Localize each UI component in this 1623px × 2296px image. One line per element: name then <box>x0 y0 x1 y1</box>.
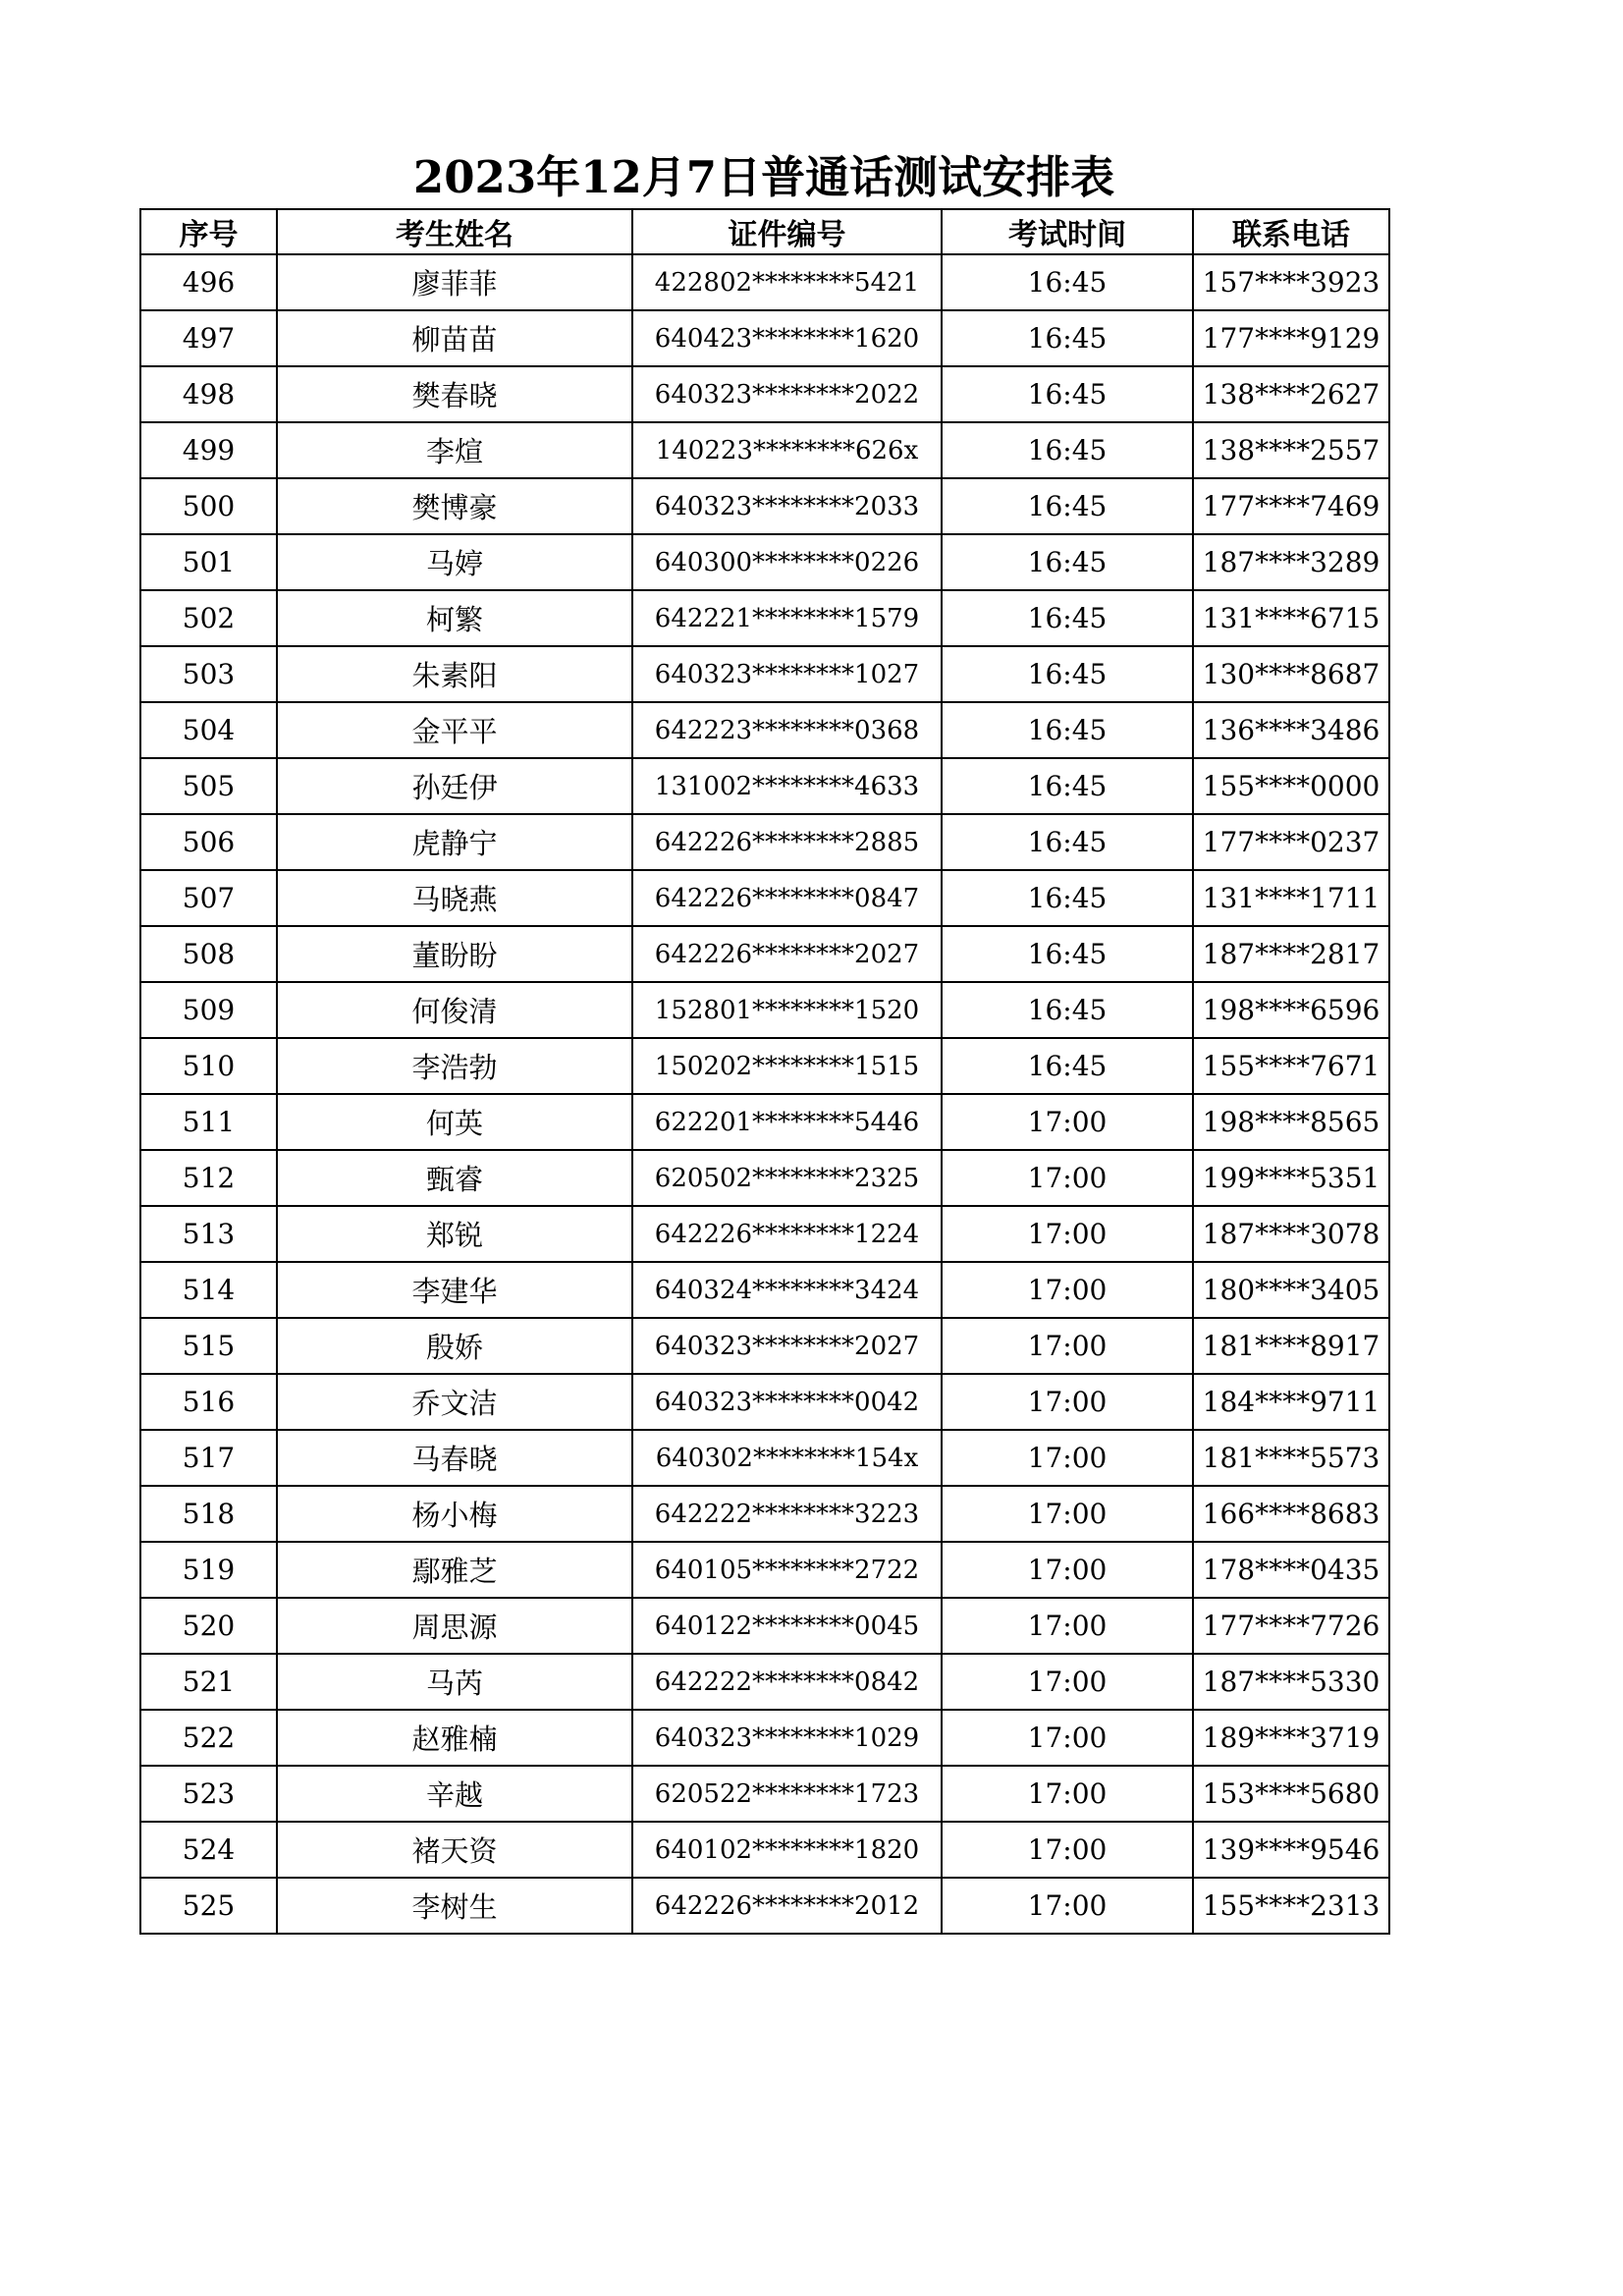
table-row <box>140 1822 1389 1878</box>
cell-name: 柳苗苗 <box>277 310 632 366</box>
cell-seq: 498 <box>140 366 277 422</box>
cell-id: 622201********5446 <box>632 1094 942 1150</box>
column-header-name: 考生姓名 <box>277 209 632 254</box>
column-header-seq: 序号 <box>140 209 277 254</box>
cell-time: 16:45 <box>942 310 1193 366</box>
cell-time: 16:45 <box>942 982 1193 1038</box>
cell-seq: 499 <box>140 422 277 478</box>
cell-name: 樊春晓 <box>277 366 632 422</box>
table-row <box>140 814 1389 870</box>
cell-name: 赵雅楠 <box>277 1710 632 1766</box>
table-row <box>140 1878 1389 1934</box>
table-row <box>140 1486 1389 1542</box>
cell-time: 16:45 <box>942 870 1193 926</box>
cell-phone: 177****7469 <box>1193 478 1389 534</box>
cell-id: 642226********1224 <box>632 1206 942 1262</box>
cell-name: 李建华 <box>277 1262 632 1318</box>
table-row <box>140 982 1389 1038</box>
cell-phone: 136****3486 <box>1193 702 1389 758</box>
cell-id: 640323********0042 <box>632 1374 942 1430</box>
table-row <box>140 870 1389 926</box>
cell-phone: 131****6715 <box>1193 590 1389 646</box>
table-row <box>140 366 1389 422</box>
cell-phone: 153****5680 <box>1193 1766 1389 1822</box>
cell-phone: 177****9129 <box>1193 310 1389 366</box>
cell-phone: 198****6596 <box>1193 982 1389 1038</box>
table-row <box>140 758 1389 814</box>
cell-time: 17:00 <box>942 1374 1193 1430</box>
cell-time: 16:45 <box>942 590 1193 646</box>
table-row <box>140 1430 1389 1486</box>
cell-time: 16:45 <box>942 254 1193 310</box>
cell-seq: 508 <box>140 926 277 982</box>
cell-time: 16:45 <box>942 366 1193 422</box>
cell-phone: 177****7726 <box>1193 1598 1389 1654</box>
cell-id: 640324********3424 <box>632 1262 942 1318</box>
cell-time: 17:00 <box>942 1486 1193 1542</box>
cell-id: 140223********626x <box>632 422 942 478</box>
cell-phone: 131****1711 <box>1193 870 1389 926</box>
cell-phone: 198****8565 <box>1193 1094 1389 1150</box>
cell-id: 642223********0368 <box>632 702 942 758</box>
cell-time: 16:45 <box>942 814 1193 870</box>
cell-id: 640323********1027 <box>632 646 942 702</box>
cell-seq: 516 <box>140 1374 277 1430</box>
cell-name: 殷娇 <box>277 1318 632 1374</box>
cell-seq: 502 <box>140 590 277 646</box>
cell-seq: 519 <box>140 1542 277 1598</box>
cell-phone: 178****0435 <box>1193 1542 1389 1598</box>
cell-id: 640302********154x <box>632 1430 942 1486</box>
cell-name: 鄢雅芝 <box>277 1542 632 1598</box>
cell-seq: 523 <box>140 1766 277 1822</box>
cell-seq: 514 <box>140 1262 277 1318</box>
table-row <box>140 1262 1389 1318</box>
table-row <box>140 1710 1389 1766</box>
cell-name: 何英 <box>277 1094 632 1150</box>
cell-time: 17:00 <box>942 1430 1193 1486</box>
cell-name: 杨小梅 <box>277 1486 632 1542</box>
cell-id: 640323********2033 <box>632 478 942 534</box>
cell-time: 16:45 <box>942 478 1193 534</box>
cell-phone: 189****3719 <box>1193 1710 1389 1766</box>
cell-time: 16:45 <box>942 1038 1193 1094</box>
table-row <box>140 590 1389 646</box>
cell-seq: 505 <box>140 758 277 814</box>
cell-phone: 155****7671 <box>1193 1038 1389 1094</box>
cell-id: 640323********1029 <box>632 1710 942 1766</box>
cell-time: 17:00 <box>942 1542 1193 1598</box>
table-row <box>140 534 1389 590</box>
cell-phone: 166****8683 <box>1193 1486 1389 1542</box>
cell-time: 17:00 <box>942 1094 1193 1150</box>
cell-seq: 506 <box>140 814 277 870</box>
cell-name: 周思源 <box>277 1598 632 1654</box>
table-row <box>140 422 1389 478</box>
table-row <box>140 1150 1389 1206</box>
table-row <box>140 310 1389 366</box>
cell-phone: 199****5351 <box>1193 1150 1389 1206</box>
cell-seq: 522 <box>140 1710 277 1766</box>
table-body <box>140 254 1389 1934</box>
cell-id: 152801********1520 <box>632 982 942 1038</box>
cell-phone: 180****3405 <box>1193 1262 1389 1318</box>
cell-id: 642222********3223 <box>632 1486 942 1542</box>
cell-name: 甄睿 <box>277 1150 632 1206</box>
cell-time: 17:00 <box>942 1262 1193 1318</box>
cell-phone: 187****3289 <box>1193 534 1389 590</box>
cell-seq: 509 <box>140 982 277 1038</box>
cell-time: 17:00 <box>942 1654 1193 1710</box>
cell-seq: 496 <box>140 254 277 310</box>
cell-time: 17:00 <box>942 1318 1193 1374</box>
table-row <box>140 478 1389 534</box>
cell-name: 李树生 <box>277 1878 632 1934</box>
cell-seq: 521 <box>140 1654 277 1710</box>
cell-time: 17:00 <box>942 1150 1193 1206</box>
cell-id: 620522********1723 <box>632 1766 942 1822</box>
cell-id: 640300********0226 <box>632 534 942 590</box>
cell-time: 17:00 <box>942 1822 1193 1878</box>
cell-phone: 187****5330 <box>1193 1654 1389 1710</box>
cell-time: 16:45 <box>942 926 1193 982</box>
cell-seq: 501 <box>140 534 277 590</box>
cell-seq: 513 <box>140 1206 277 1262</box>
cell-phone: 184****9711 <box>1193 1374 1389 1430</box>
cell-name: 樊博豪 <box>277 478 632 534</box>
cell-time: 16:45 <box>942 702 1193 758</box>
table-row <box>140 1318 1389 1374</box>
cell-phone: 155****0000 <box>1193 758 1389 814</box>
cell-time: 17:00 <box>942 1878 1193 1934</box>
page-title: 2023年12月7日普通话测试安排表 <box>412 151 1115 203</box>
cell-phone: 138****2557 <box>1193 422 1389 478</box>
cell-phone: 181****5573 <box>1193 1430 1389 1486</box>
cell-seq: 503 <box>140 646 277 702</box>
cell-id: 640423********1620 <box>632 310 942 366</box>
cell-name: 何俊清 <box>277 982 632 1038</box>
table-row <box>140 926 1389 982</box>
cell-name: 金平平 <box>277 702 632 758</box>
cell-phone: 138****2627 <box>1193 366 1389 422</box>
cell-time: 16:45 <box>942 646 1193 702</box>
cell-id: 422802********5421 <box>632 254 942 310</box>
cell-time: 16:45 <box>942 422 1193 478</box>
cell-time: 17:00 <box>942 1598 1193 1654</box>
table-row <box>140 1542 1389 1598</box>
cell-name: 辛越 <box>277 1766 632 1822</box>
header-row <box>140 209 1389 254</box>
cell-seq: 515 <box>140 1318 277 1374</box>
cell-id: 642221********1579 <box>632 590 942 646</box>
cell-time: 16:45 <box>942 758 1193 814</box>
cell-seq: 507 <box>140 870 277 926</box>
cell-name: 孙廷伊 <box>277 758 632 814</box>
cell-name: 董盼盼 <box>277 926 632 982</box>
cell-id: 642226********2027 <box>632 926 942 982</box>
cell-name: 马春晓 <box>277 1430 632 1486</box>
column-header-id: 证件编号 <box>632 209 942 254</box>
cell-seq: 500 <box>140 478 277 534</box>
table-row <box>140 254 1389 310</box>
cell-id: 642226********2885 <box>632 814 942 870</box>
column-header-time: 考试时间 <box>942 209 1193 254</box>
cell-name: 李浩勃 <box>277 1038 632 1094</box>
cell-seq: 518 <box>140 1486 277 1542</box>
table-row <box>140 1598 1389 1654</box>
cell-seq: 504 <box>140 702 277 758</box>
cell-id: 642226********0847 <box>632 870 942 926</box>
cell-phone: 155****2313 <box>1193 1878 1389 1934</box>
cell-time: 17:00 <box>942 1206 1193 1262</box>
cell-phone: 130****8687 <box>1193 646 1389 702</box>
cell-seq: 520 <box>140 1598 277 1654</box>
cell-phone: 187****2817 <box>1193 926 1389 982</box>
cell-time: 16:45 <box>942 534 1193 590</box>
cell-id: 640105********2722 <box>632 1542 942 1598</box>
cell-time: 17:00 <box>942 1710 1193 1766</box>
cell-seq: 524 <box>140 1822 277 1878</box>
cell-name: 李煊 <box>277 422 632 478</box>
cell-id: 131002********4633 <box>632 758 942 814</box>
cell-name: 马晓燕 <box>277 870 632 926</box>
cell-id: 640102********1820 <box>632 1822 942 1878</box>
cell-name: 褚天资 <box>277 1822 632 1878</box>
cell-seq: 511 <box>140 1094 277 1150</box>
cell-id: 640323********2027 <box>632 1318 942 1374</box>
cell-seq: 517 <box>140 1430 277 1486</box>
cell-seq: 510 <box>140 1038 277 1094</box>
cell-phone: 139****9546 <box>1193 1822 1389 1878</box>
table-row <box>140 702 1389 758</box>
cell-name: 朱素阳 <box>277 646 632 702</box>
table-row <box>140 646 1389 702</box>
cell-phone: 157****3923 <box>1193 254 1389 310</box>
table-row <box>140 1766 1389 1822</box>
cell-time: 17:00 <box>942 1766 1193 1822</box>
cell-name: 马婷 <box>277 534 632 590</box>
schedule-table <box>139 208 1390 1935</box>
cell-name: 虎静宁 <box>277 814 632 870</box>
column-header-phone: 联系电话 <box>1193 209 1389 254</box>
cell-name: 马芮 <box>277 1654 632 1710</box>
cell-id: 620502********2325 <box>632 1150 942 1206</box>
cell-name: 郑锐 <box>277 1206 632 1262</box>
cell-name: 廖菲菲 <box>277 254 632 310</box>
table-row <box>140 1094 1389 1150</box>
cell-id: 640122********0045 <box>632 1598 942 1654</box>
cell-id: 640323********2022 <box>632 366 942 422</box>
cell-id: 642222********0842 <box>632 1654 942 1710</box>
table-row <box>140 1374 1389 1430</box>
table-row <box>140 1038 1389 1094</box>
cell-name: 乔文洁 <box>277 1374 632 1430</box>
cell-seq: 512 <box>140 1150 277 1206</box>
table-row <box>140 1206 1389 1262</box>
cell-phone: 181****8917 <box>1193 1318 1389 1374</box>
cell-name: 柯繁 <box>277 590 632 646</box>
cell-phone: 187****3078 <box>1193 1206 1389 1262</box>
cell-id: 150202********1515 <box>632 1038 942 1094</box>
cell-id: 642226********2012 <box>632 1878 942 1934</box>
cell-phone: 177****0237 <box>1193 814 1389 870</box>
table-header <box>140 209 1389 254</box>
cell-seq: 525 <box>140 1878 277 1934</box>
cell-seq: 497 <box>140 310 277 366</box>
table-row <box>140 1654 1389 1710</box>
